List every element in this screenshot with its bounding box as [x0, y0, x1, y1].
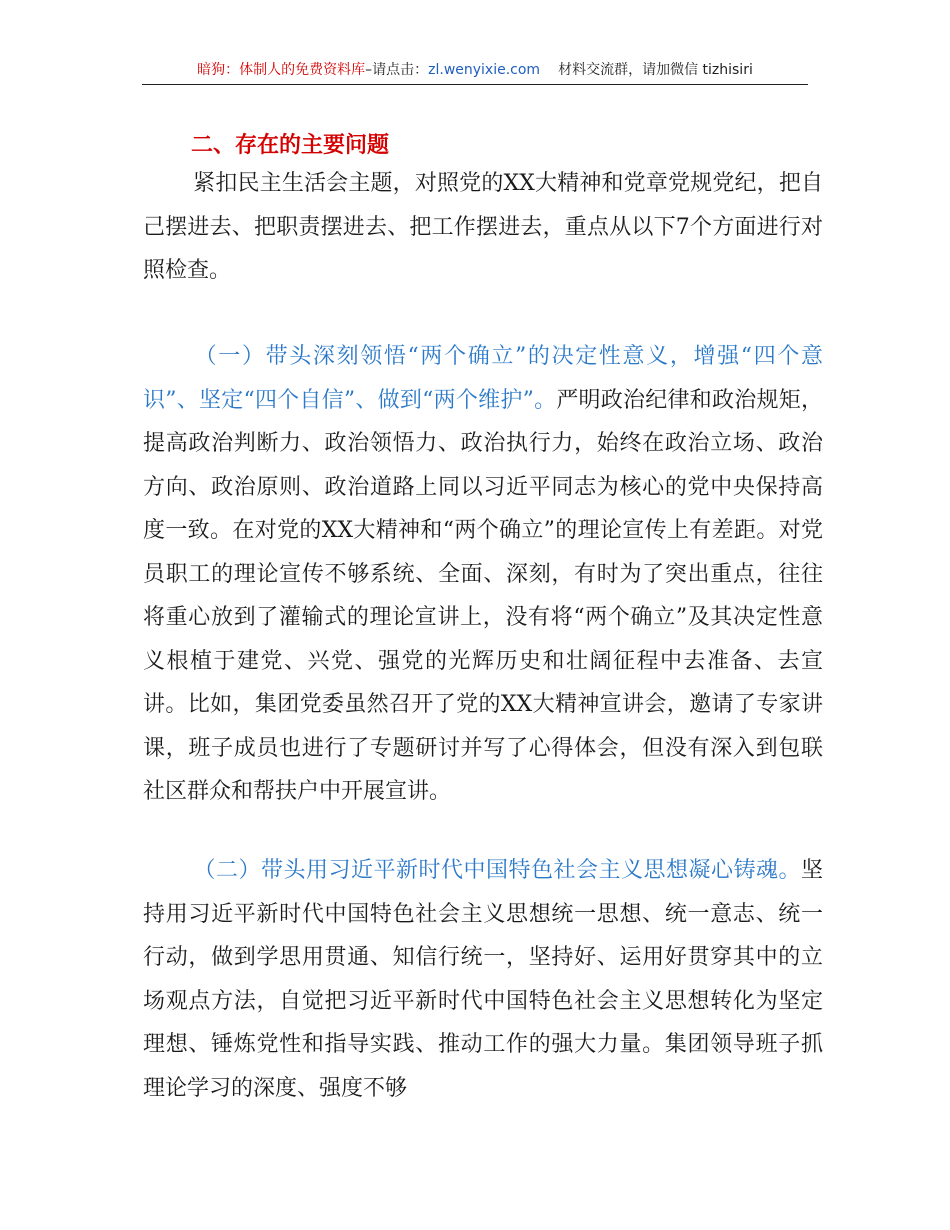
paragraph-item-1 — [143, 335, 823, 814]
header-prompt: –请点击： — [365, 62, 429, 78]
page-header — [142, 58, 808, 85]
paragraph-body: 紧扣民主生活会主题，对照党的XX大精神和党章党规党纪，把自己摆进去、把职责摆进去、把工作摆进去，重点从以下7个方面进行对照检查。 — [143, 171, 823, 283]
header-url-link[interactable]: zl.wenyixie.com — [428, 62, 541, 78]
paragraph-item-2 — [143, 849, 823, 1110]
header-contact: 材料交流群，请加微信 tizhisiri — [558, 62, 753, 78]
paragraph-body: 严明政治纪律和政治规矩，提高政治判断力、政治领悟力、政治执行力，始终在政治立场、政治方向、政治原则、政治道路上同以习近平同志为核心的党中央保持高度一致。在对党的XX大精神和“两个确立”的理论宣传上有差距。对党员职工的理论宣传不够系统、全面、深刻，有时为了突出重点，往往将重心放到了灌输式的理论宣讲上，没有将“两个确立”及其决定性意义根植于建党、兴党、强党的光辉历史和壮阔征程中去准备、去宣讲。比如，集团党委虽然召开了党的XX大精神宣讲会，邀请了专家讲课，班子成员也进行了专题研讨并写了心得体会，但没有深入到包联社区群众和帮扶户中开展宣讲。 — [143, 387, 823, 804]
paragraph-body: 坚持用习近平新时代中国特色社会主义思想统一思想、统一意志、统一行动，做到学思用贯通、知信行统一，坚持好、运用好贯穿其中的立场观点方法，自觉把习近平新时代中国特色社会主义思想转化为坚定理想、锤炼党性和指导实践、推动工作的强大力量。集团领导班子抓理论学习的深度、强度不够 — [143, 858, 823, 1101]
header-brand: 暗狗：体制人的免费资料库 — [197, 62, 366, 78]
section-title: 二、存在的主要问题 — [191, 133, 390, 158]
paragraph-heading: （二）带头用习近平新时代中国特色社会主义思想凝心铸魂。 — [193, 858, 801, 883]
paragraph-heading: （一）带头深刻领悟“两个确立”的决定性意义，增强“四个意识”、坚定“四个自信”、做到“两个维护”。 — [143, 344, 823, 413]
paragraph-intro — [143, 162, 823, 293]
